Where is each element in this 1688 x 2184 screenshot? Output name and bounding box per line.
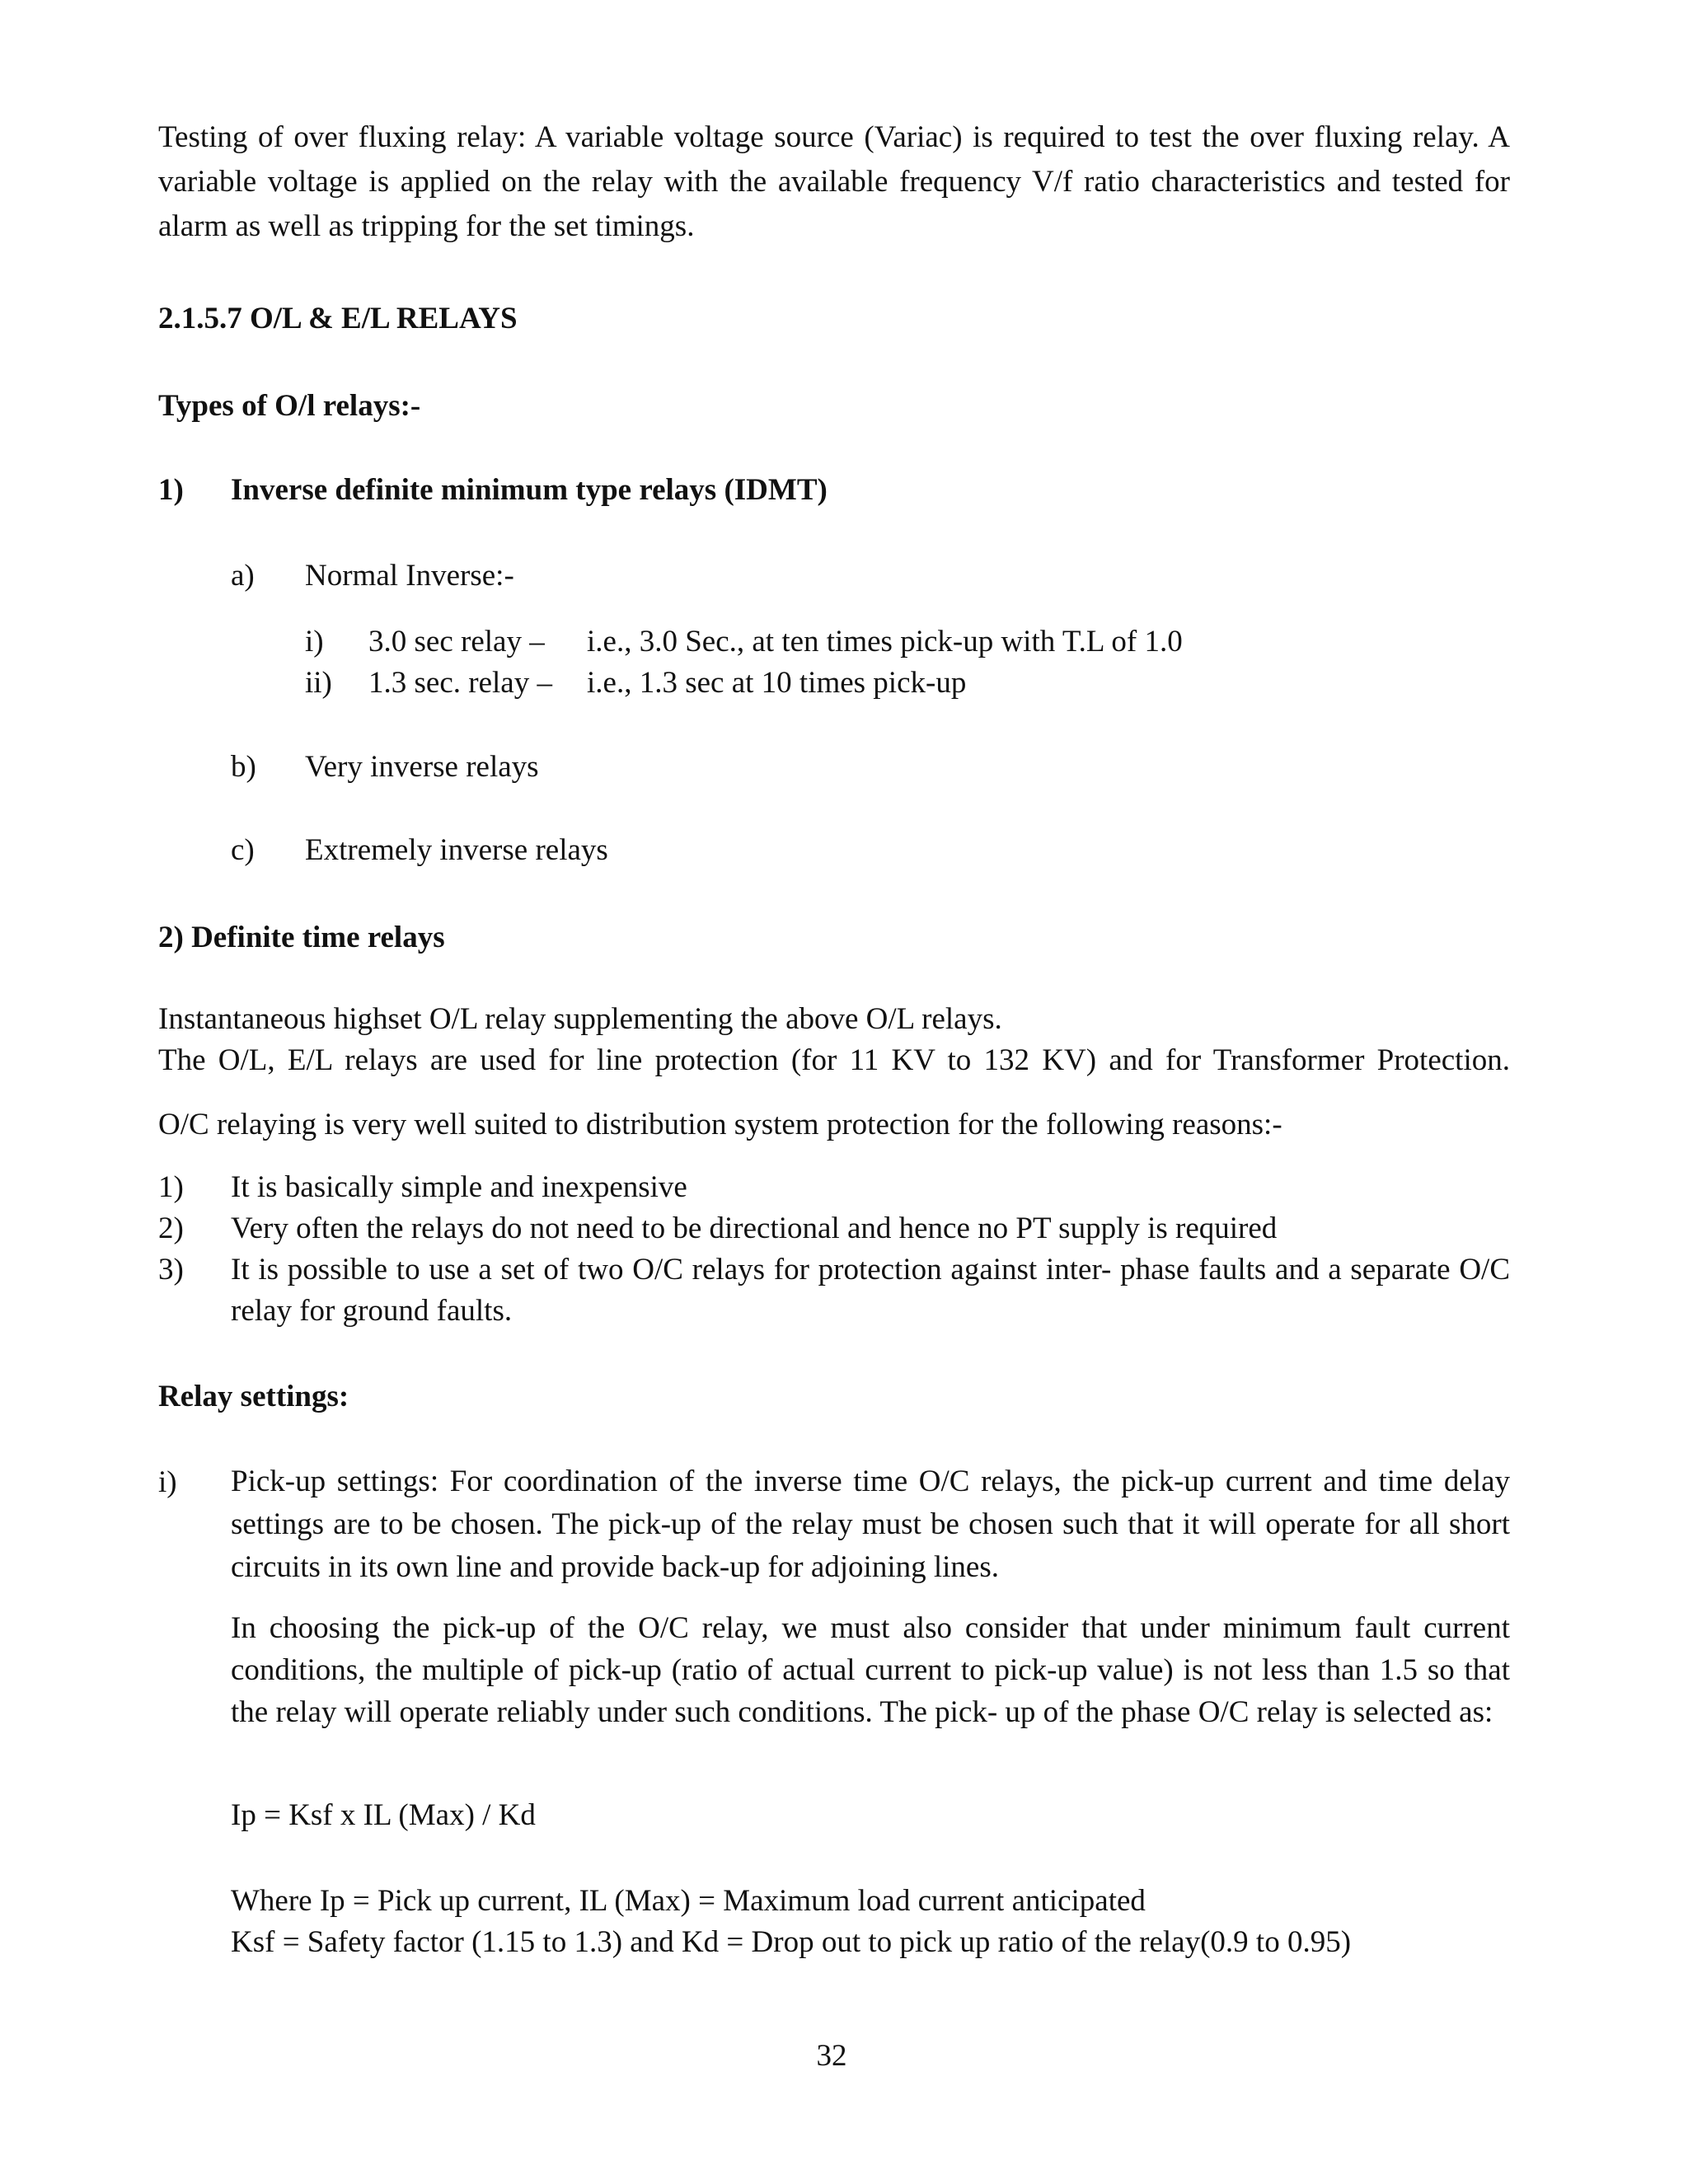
reason-number: 1) (158, 1170, 184, 1204)
sub-item-name: 1.3 sec. relay – (368, 666, 552, 700)
item-letter: c) (231, 833, 255, 867)
settings-number: i) (158, 1465, 177, 1499)
relay-settings-heading: Relay settings: (158, 1380, 349, 1413)
reason-text: It is possible to use a set of two O/C relays for protection against inter- phase faults and a separate O/C relay for ground faults. (231, 1253, 1510, 1328)
idmt-number: 1) (158, 473, 184, 507)
section-heading: 2.1.5.7 O/L & E/L RELAYS (158, 302, 518, 335)
where-line-1: Where Ip = Pick up current, IL (Max) = Maximum load current anticipated (231, 1884, 1146, 1918)
reason-text: Very often the relays do not need to be directional and hence no PT supply is required (231, 1212, 1278, 1245)
item-letter: b) (231, 750, 256, 784)
reasons-intro: O/C relaying is very well suited to distribution system protection for the following reasons:- (158, 1108, 1282, 1141)
highset-line: Instantaneous highset O/L relay supplementing the above O/L relays. (158, 1002, 1002, 1036)
sub-item-desc: i.e., 1.3 sec at 10 times pick-up (587, 666, 967, 700)
item-letter: a) (231, 559, 255, 593)
sub-item-roman: i) (305, 625, 324, 658)
usage-line: The O/L, E/L relays are used for line protection (for 11 KV to 132 KV) and for Transformer Protection. (158, 1043, 1510, 1077)
reason-number: 3) (158, 1253, 184, 1286)
page-number: 32 (816, 2039, 847, 2073)
definite-time-heading: 2) Definite time relays (158, 921, 445, 954)
intro-paragraph: Testing of over fluxing relay: A variable voltage source (Variac) is required to test the over fluxing relay. A variable voltage is applied on the relay with the available frequency V/f ratio characteristics and tested for alarm as well as tripping for the set timings. (158, 120, 1510, 243)
idmt-title: Inverse definite minimum type relays (IDMT) (231, 473, 828, 507)
item-label: Very inverse relays (305, 750, 539, 784)
reason-text: It is basically simple and inexpensive (231, 1170, 687, 1204)
pickup-choice-paragraph: In choosing the pick-up of the O/C relay, we must also consider that under minimum fault current conditions, the multiple of pick-up (ratio of actual current to pick-up value) is not less than 1.5 so that the relay will operate reliably under such conditions. The pick- up of the phase O/C relay is selected as: (231, 1611, 1510, 1729)
reason-number: 2) (158, 1212, 184, 1245)
sub-item-desc: i.e., 3.0 Sec., at ten times pick-up with T.L of 1.0 (587, 625, 1183, 658)
item-label: Extremely inverse relays (305, 833, 608, 867)
where-line-2: Ksf = Safety factor (1.15 to 1.3) and Kd = Drop out to pick up ratio of the relay(0.9 to 0.95) (231, 1925, 1352, 1959)
item-label: Normal Inverse:- (305, 559, 514, 593)
pickup-formula: Ip = Ksf x IL (Max) / Kd (231, 1798, 536, 1832)
sub-item-roman: ii) (305, 666, 332, 700)
sub-item-name: 3.0 sec relay – (368, 625, 545, 658)
types-heading: Types of O/l relays:- (158, 389, 421, 423)
pickup-settings-paragraph: Pick-up settings: For coordination of the inverse time O/C relays, the pick-up current and time delay settings are to be chosen. The pick-up of the relay must be chosen such that it will operate for all short circuits in its own line and provide back-up for adjoining lines. (231, 1465, 1510, 1584)
